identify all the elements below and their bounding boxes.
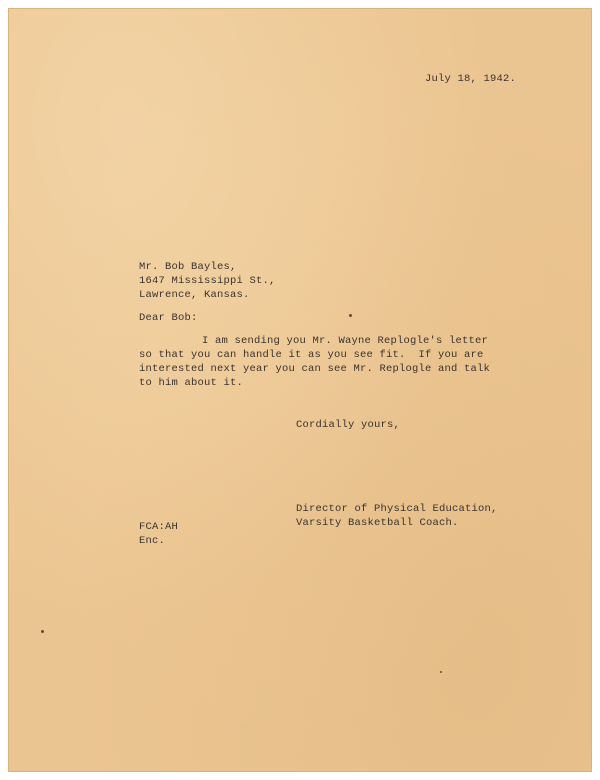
body-line-1: I am sending you Mr. Wayne Replogle's letter [202, 335, 489, 347]
closing: Cordially yours, [296, 419, 401, 431]
recipient-city: Lawrence, Kansas. [139, 289, 250, 301]
body-line-2: so that you can handle it as you see fit. If you are [139, 349, 484, 361]
letter-date: July 18, 1942. [425, 73, 517, 85]
letter-page [8, 8, 592, 772]
body-line-4: to him about it. [139, 377, 244, 389]
paper-speck [41, 630, 44, 633]
signature-title-1: Director of Physical Education, [296, 503, 498, 515]
salutation: Dear Bob: [139, 312, 198, 324]
body-line-3: interested next year you can see Mr. Replogle and talk [139, 363, 491, 375]
paper-speck [349, 314, 352, 317]
signature-title-2: Varsity Basketball Coach. [296, 517, 459, 529]
enclosure-note: Enc. [139, 535, 166, 547]
paper-speck [440, 671, 442, 673]
reference-initials: FCA:AH [139, 521, 179, 533]
recipient-name: Mr. Bob Bayles, [139, 261, 237, 273]
recipient-street: 1647 Mississippi St., [139, 275, 276, 287]
